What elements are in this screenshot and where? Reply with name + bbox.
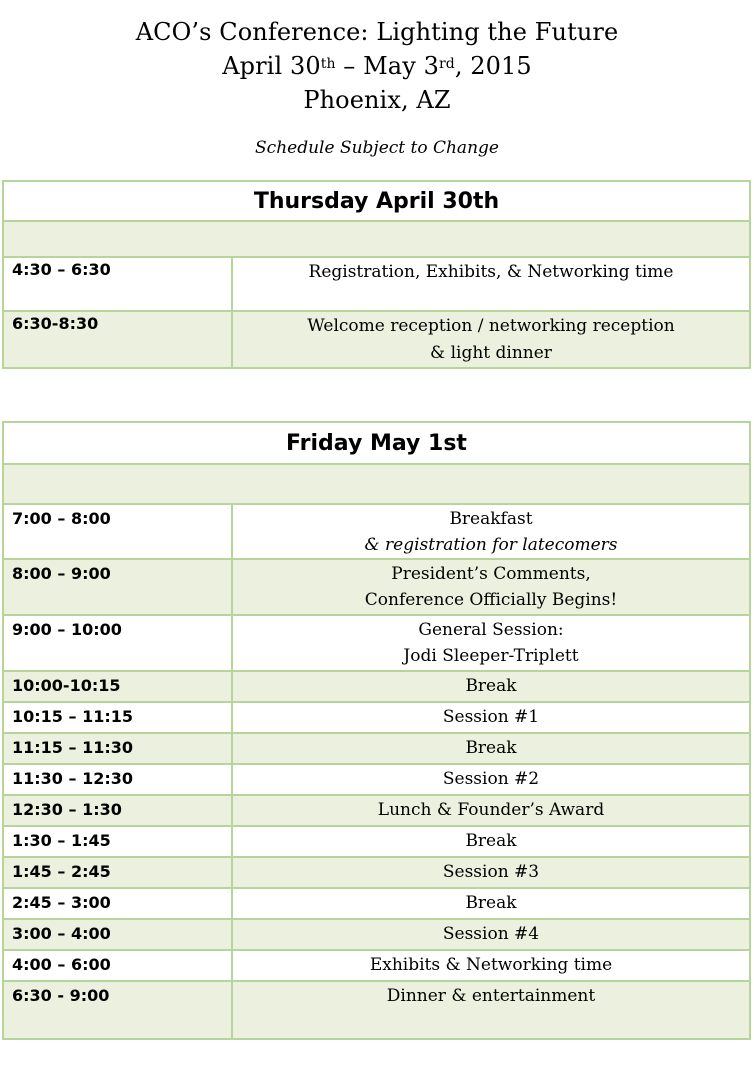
thursday-schedule-table — [2, 180, 751, 369]
time-cell: 1:30 – 1:45 — [3, 826, 232, 857]
event-cell: Breakfast & registration for latecomers — [232, 504, 750, 559]
time-cell: 11:30 – 12:30 — [3, 764, 232, 795]
day-title: Thursday April 30th — [3, 181, 750, 221]
time-cell: 8:00 – 9:00 — [3, 559, 232, 615]
event-cell: Break — [232, 888, 750, 919]
time-cell: 2:45 – 3:00 — [3, 888, 232, 919]
event-cell: Session #2 — [232, 764, 750, 795]
event-cell: Break — [232, 733, 750, 764]
table-row — [3, 826, 750, 857]
table-row — [3, 615, 750, 671]
time-cell: 11:15 – 11:30 — [3, 733, 232, 764]
event-cell: General Session: Jodi Sleeper-Triplett — [232, 615, 750, 671]
conference-location: Phoenix, AZ — [303, 86, 451, 114]
table-row — [3, 504, 750, 559]
table-row — [3, 764, 750, 795]
spacer-row — [3, 464, 750, 504]
conference-title: ACO’s Conference: Lighting the Future — [135, 18, 619, 46]
spacer-row — [3, 221, 750, 257]
time-cell: 3:00 – 4:00 — [3, 919, 232, 950]
time-cell: 12:30 – 1:30 — [3, 795, 232, 826]
event-cell: Dinner & entertainment — [232, 981, 750, 1039]
event-cell: Break — [232, 671, 750, 702]
event-cell: President’s Comments, Conference Officially Begins! — [232, 559, 750, 615]
table-row — [3, 559, 750, 615]
time-cell: 6:30-8:30 — [3, 311, 232, 368]
table-row — [3, 702, 750, 733]
document-header — [0, 0, 754, 158]
event-cell: Session #3 — [232, 857, 750, 888]
table-row — [3, 981, 750, 1039]
time-cell: 4:00 – 6:00 — [3, 950, 232, 981]
table-row — [3, 671, 750, 702]
table-row — [3, 733, 750, 764]
friday-schedule-table — [2, 421, 751, 1040]
event-cell: Break — [232, 826, 750, 857]
table-row — [3, 795, 750, 826]
event-cell: Exhibits & Networking time — [232, 950, 750, 981]
day-title: Friday May 1st — [3, 422, 750, 464]
table-row — [3, 857, 750, 888]
event-cell: Registration, Exhibits, & Networking time — [232, 257, 750, 311]
time-cell: 4:30 – 6:30 — [3, 257, 232, 311]
table-row — [3, 888, 750, 919]
time-cell: 6:30 - 9:00 — [3, 981, 232, 1039]
table-row — [3, 950, 750, 981]
schedule-note: Schedule Subject to Change — [255, 138, 499, 158]
time-cell: 10:15 – 11:15 — [3, 702, 232, 733]
table-row — [3, 919, 750, 950]
conference-dates: April 30th – May 3rd, 2015 — [222, 52, 532, 80]
event-cell: Welcome reception / networking reception & light dinner — [232, 311, 750, 368]
time-cell: 7:00 – 8:00 — [3, 504, 232, 559]
time-cell: 9:00 – 10:00 — [3, 615, 232, 671]
time-cell: 1:45 – 2:45 — [3, 857, 232, 888]
time-cell: 10:00-10:15 — [3, 671, 232, 702]
event-cell: Session #4 — [232, 919, 750, 950]
event-cell: Session #1 — [232, 702, 750, 733]
event-cell: Lunch & Founder’s Award — [232, 795, 750, 826]
table-row — [3, 311, 750, 368]
table-row — [3, 257, 750, 311]
